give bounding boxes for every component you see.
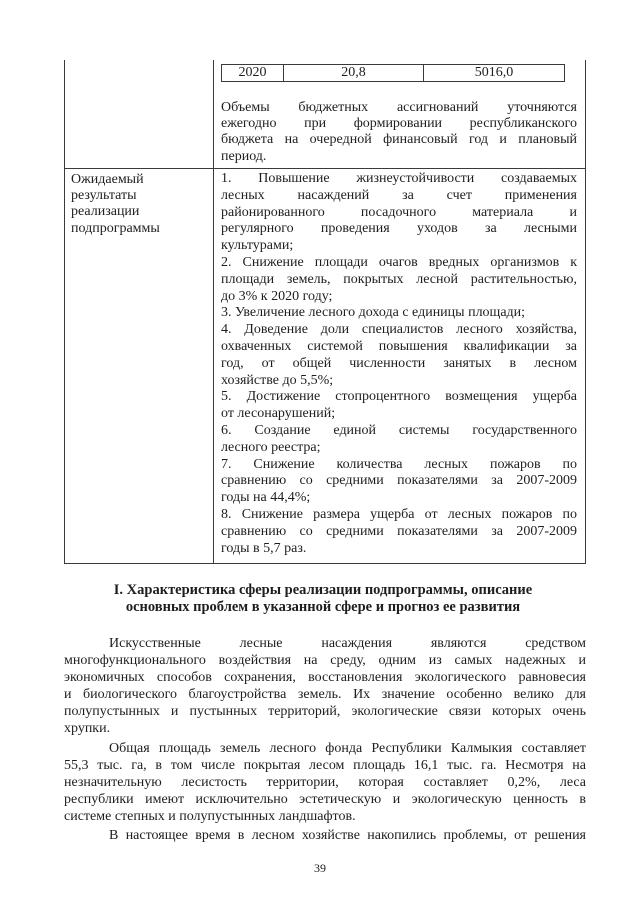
budget-note (221, 100, 577, 165)
budget-note-line: ежегодно при формировании республиканского (221, 116, 577, 132)
paragraph-line: и биологического благоустройства земель. Их значение особенно велико для (64, 687, 586, 702)
paragraph-line: полупустынных и пустынных территорий, экологические связи которых очень (64, 704, 586, 719)
budget-note-line: Объемы бюджетных ассигнований уточняются (221, 100, 577, 115)
budget-value2-cell: 5016,0 (474, 65, 514, 80)
paragraph-line: Общая площадь земель лесного фонда Республики Калмыкия составляет (109, 741, 586, 756)
result-line: сравнению со средними показателями за 2007-2009 (221, 523, 577, 539)
result-line: охваченных системой повышения квалификации за (221, 338, 577, 354)
paragraph-line: 55,3 тыс. га, в том числе покрытая лесом площадь 16,1 тыс. га. Несмотря на (64, 758, 586, 773)
result-line: 6. Создание единой системы государственного (221, 422, 577, 438)
paragraph-line: В настоящее время в лесном хозяйстве накопились проблемы, от решения (109, 828, 586, 843)
heading-line: I. Характеристика сферы реализации подпрограммы, описание (113, 582, 533, 598)
paragraph-line: многофункционального воздействия на среду, одним из самых надежных и (64, 653, 586, 668)
result-line: 2. Снижение площади очагов вредных организмов к (221, 254, 577, 270)
table-row-divider (65, 168, 585, 169)
section-heading (60, 582, 586, 616)
budget-value1-cell: 20,8 (284, 65, 424, 81)
expected-results-list (221, 171, 577, 557)
result-line: 3. Увеличение лесного дохода с единицы площади; (221, 305, 526, 321)
paragraph-3 (64, 827, 586, 844)
result-line: 4. Доведение доли специалистов лесного хозяйства, (221, 322, 577, 338)
label-line: подпрограммы (71, 220, 160, 236)
paragraph-line: незначительную лесистость территории, которая составляет 0,2%, леса (64, 775, 586, 790)
paragraph-line: экономичных способов сохранения, восстановления экологического равновесия (64, 670, 586, 685)
result-line: год, от общей численности занятых в лесном (221, 355, 577, 371)
label-line: реализации (71, 204, 140, 220)
heading-line: основных проблем в указанной сфере и прогноз ее развития (125, 599, 521, 615)
passport-table (64, 60, 586, 564)
result-line: площади земель, покрытых лесной растительностью, (221, 271, 577, 287)
result-line: культурами; (221, 238, 294, 254)
table-column-divider (213, 60, 214, 563)
result-line: 5. Достижение стопроцентного возмещения ущерба (221, 389, 577, 405)
result-line: 1. Повышение жизнеустойчивости создаваемых (221, 171, 577, 186)
label-line: Ожидаемый (71, 172, 144, 187)
result-line: от лесонарушений; (221, 406, 336, 422)
expected-results-label (71, 172, 211, 237)
budget-year-cell: 2020 (222, 65, 284, 81)
result-line: лесных насаждений за счет применения (221, 187, 577, 203)
result-line: регулярного проведения уходов за лесными (221, 221, 577, 237)
budget-note-line: бюджета на очередной финансовый год и плановый (221, 132, 577, 148)
result-line: сравнению со средними показателями за 2007-2009 (221, 473, 577, 489)
result-line: 8. Снижение размера ущерба от лесных пожаров по (221, 506, 577, 522)
paragraph-1 (64, 635, 586, 737)
budget-note-line: период. (221, 148, 267, 164)
paragraph-line: Искусственные лесные насаждения являются средством (109, 636, 586, 651)
result-line: годы на 44,4%; (221, 490, 311, 506)
paragraph-line: системе степных и полупустынных ландшафтов. (64, 809, 356, 824)
result-line: годы в 5,7 раз. (221, 540, 307, 556)
page-number: 39 (314, 861, 326, 875)
result-line: хозяйстве до 5,5%; (221, 372, 334, 388)
budget-year-table (221, 64, 565, 82)
result-line: районированного посадочного материала и (221, 204, 577, 220)
result-line: 7. Снижение количества лесных пожаров по (221, 456, 577, 472)
result-line: до 3% к 2020 году; (221, 288, 333, 304)
label-line: результаты (71, 188, 137, 204)
paragraph-2 (64, 740, 586, 825)
paragraph-line: республики имеют исключительно эстетическую и экологическую ценность в (64, 792, 586, 807)
paragraph-line: хрупки. (64, 721, 111, 736)
result-line: лесного реестра; (221, 439, 321, 455)
